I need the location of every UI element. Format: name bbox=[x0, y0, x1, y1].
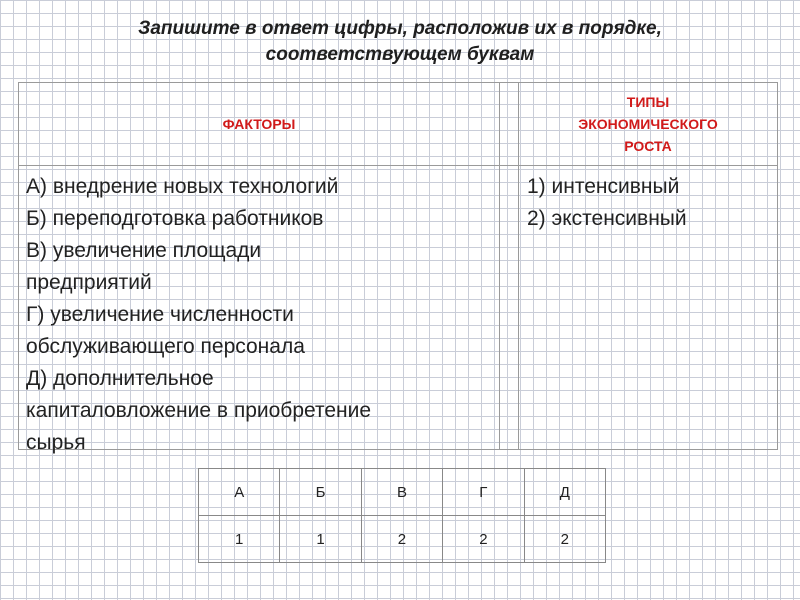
answer-letter: А bbox=[199, 469, 280, 516]
factor-line: Б) переподготовка работников bbox=[26, 207, 324, 230]
factors-list bbox=[26, 171, 496, 459]
answer-letter: Д bbox=[524, 469, 605, 516]
factor-line: В) увеличение площади bbox=[26, 239, 262, 262]
answer-table bbox=[198, 468, 606, 563]
answer-digit: 1 bbox=[199, 516, 280, 563]
factor-line: Г) увеличение численности bbox=[26, 303, 294, 326]
growth-type-item: 2) экстенсивный bbox=[527, 207, 687, 230]
header-growth-types-line-3: РОСТА bbox=[624, 138, 672, 154]
column-divider-1 bbox=[499, 83, 500, 449]
header-divider bbox=[19, 165, 777, 166]
task-title-line-2: соответствующем буквам bbox=[265, 44, 535, 65]
factor-line: предприятий bbox=[26, 271, 152, 294]
factor-line: капиталовложение в приобретение bbox=[26, 399, 372, 422]
answer-letters-row bbox=[199, 469, 606, 516]
answer-digit: 1 bbox=[280, 516, 361, 563]
factor-line: обслуживающего персонала bbox=[26, 335, 305, 358]
growth-type-item: 1) интенсивный bbox=[527, 175, 680, 198]
header-factors: ФАКТОРЫ bbox=[222, 116, 296, 132]
answer-digit: 2 bbox=[361, 516, 442, 563]
answer-letter: Б bbox=[280, 469, 361, 516]
header-growth-types-line-1: ТИПЫ bbox=[626, 94, 670, 110]
answer-letter: В bbox=[361, 469, 442, 516]
factors-table bbox=[18, 82, 778, 454]
answer-digits-row bbox=[199, 516, 606, 563]
answer-digit: 2 bbox=[524, 516, 605, 563]
answer-digit: 2 bbox=[443, 516, 524, 563]
task-title-line-1: Запишите в ответ цифры, расположив их в порядке, bbox=[138, 18, 662, 39]
header-growth-types-line-2: ЭКОНОМИЧЕСКОГО bbox=[578, 116, 718, 132]
growth-types-list bbox=[527, 171, 772, 235]
header-growth-types bbox=[519, 83, 777, 165]
answer-letter: Г bbox=[443, 469, 524, 516]
factor-line: А) внедрение новых технологий bbox=[26, 175, 339, 198]
factor-line: Д) дополнительное bbox=[26, 367, 214, 390]
task-title bbox=[40, 16, 760, 68]
factor-line: сырья bbox=[26, 431, 86, 454]
